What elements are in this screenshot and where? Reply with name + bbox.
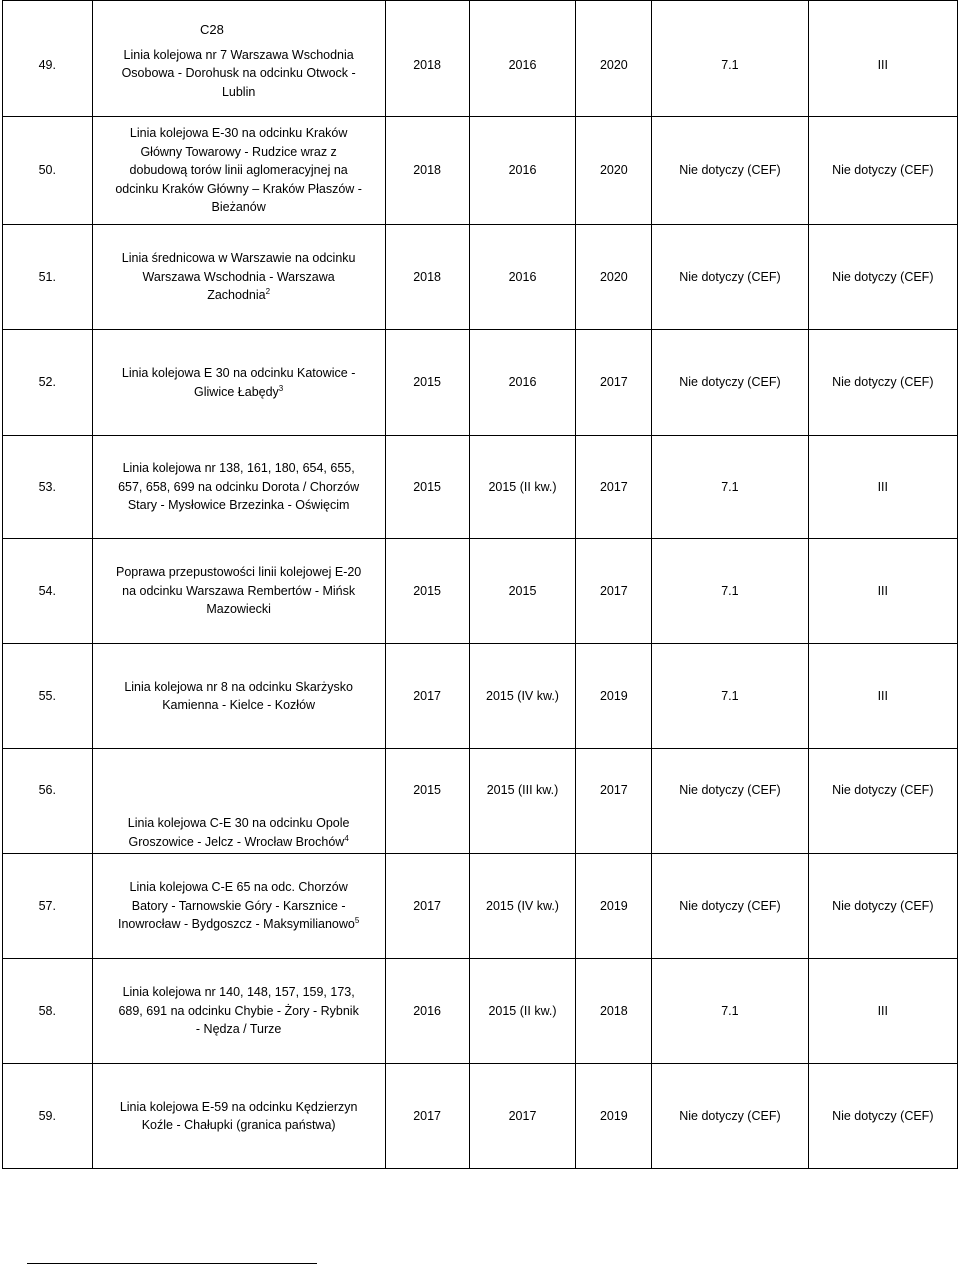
measure: Nie dotyczy (CEF) [652,749,808,854]
measure: Nie dotyczy (CEF) [652,225,808,330]
year-1: 2015 [385,436,469,539]
measure: 7.1 [652,644,808,749]
measure: 7.1 [652,539,808,644]
project-name: Linia kolejowa nr 7 Warszawa Wschodnia Osobowa - Dorohusk na odcinku Otwock - Lublin [92,1,385,117]
project-name: Linia kolejowa C-E 30 na odcinku Opole Groszowice - Jelcz - Wrocław Brochów$^4$ [92,749,385,854]
row-number: 55. [3,644,93,749]
year-2: 2016 [469,117,576,225]
table-row [3,436,958,539]
row-number: 54. [3,539,93,644]
row-number: 59. [3,1064,93,1169]
year-2: 2016 [469,330,576,436]
year-1: 2015 [385,539,469,644]
row-number: 52. [3,330,93,436]
year-3: 2017 [576,436,652,539]
year-1: 2018 [385,117,469,225]
table-row [3,539,958,644]
priority: Nie dotyczy (CEF) [808,330,957,436]
footnote-separator [27,1263,317,1264]
priority: III [808,959,957,1064]
year-1: 2018 [385,1,469,117]
year-1: 2016 [385,959,469,1064]
year-3: 2018 [576,959,652,1064]
measure: 7.1 [652,959,808,1064]
row-number: 56. [3,749,93,854]
measure: 7.1 [652,436,808,539]
year-3: 2017 [576,539,652,644]
table-row [3,959,958,1064]
table-row [3,225,958,330]
row-number: 58. [3,959,93,1064]
row-number: 49. [3,1,93,117]
year-2: 2015 (IV kw.) [469,854,576,959]
table-row [3,644,958,749]
table-row [3,749,958,854]
row-number: 53. [3,436,93,539]
priority: Nie dotyczy (CEF) [808,1064,957,1169]
row-number: 51. [3,225,93,330]
row-number: 57. [3,854,93,959]
year-1: 2015 [385,330,469,436]
year-2: 2015 (II kw.) [469,436,576,539]
project-name: Linia kolejowa nr 140, 148, 157, 159, 173, 689, 691 na odcinku Chybie - Żory - Rybnik - Nędza / Turze [92,959,385,1064]
year-3: 2019 [576,854,652,959]
table-row [3,1,958,117]
table-row [3,117,958,225]
year-2: 2016 [469,225,576,330]
year-3: 2019 [576,644,652,749]
priority: III [808,1,957,117]
year-2: 2015 (II kw.) [469,959,576,1064]
year-2: 2015 [469,539,576,644]
year-1: 2017 [385,1064,469,1169]
year-3: 2017 [576,749,652,854]
priority: III [808,644,957,749]
year-3: 2019 [576,1064,652,1169]
year-2: 2015 (III kw.) [469,749,576,854]
project-name: Linia średnicowa w Warszawie na odcinku Warszawa Wschodnia - Warszawa Zachodnia$^2$ [92,225,385,330]
priority: III [808,436,957,539]
year-3: 2020 [576,1,652,117]
table-row [3,330,958,436]
measure: 7.1 [652,1,808,117]
project-name: Linia kolejowa E 30 na odcinku Katowice - Gliwice Łabędy$^3$ [92,330,385,436]
projects-table [2,0,958,1169]
measure: Nie dotyczy (CEF) [652,1064,808,1169]
year-1: 2015 [385,749,469,854]
year-3: 2017 [576,330,652,436]
priority: Nie dotyczy (CEF) [808,854,957,959]
year-1: 2018 [385,225,469,330]
priority: Nie dotyczy (CEF) [808,117,957,225]
project-name: Linia kolejowa nr 8 na odcinku Skarżysko Kamienna - Kielce - Kozłów [92,644,385,749]
project-name: Linia kolejowa E-59 na odcinku Kędzierzyn Koźle - Chałupki (granica państwa) [92,1064,385,1169]
year-2: 2015 (IV kw.) [469,644,576,749]
priority: Nie dotyczy (CEF) [808,225,957,330]
year-1: 2017 [385,854,469,959]
page-code: C28 [200,22,224,37]
project-name: Linia kolejowa E-30 na odcinku Kraków Główny Towarowy - Rudzice wraz z dobudową torów linii aglomeracyjnej na odcinku Kraków Główny – Kraków Płaszów -Bieżanów [92,117,385,225]
year-2: 2016 [469,1,576,117]
table-row [3,854,958,959]
priority: Nie dotyczy (CEF) [808,749,957,854]
project-name: Linia kolejowa nr 138, 161, 180, 654, 655, 657, 658, 699 na odcinku Dorota / Chorzów Stary - Mysłowice Brzezinka - Oświęcim [92,436,385,539]
year-1: 2017 [385,644,469,749]
year-2: 2017 [469,1064,576,1169]
project-name: Linia kolejowa C-E 65 na odc. Chorzów Batory - Tarnowskie Góry - Karsznice - Inowrocław - Bydgoszcz - Maksymilianowo$^5$ [92,854,385,959]
table-row [3,1064,958,1169]
year-3: 2020 [576,117,652,225]
project-name: Poprawa przepustowości linii kolejowej E-20 na odcinku Warszawa Rembertów - Mińsk Mazowiecki [92,539,385,644]
measure: Nie dotyczy (CEF) [652,854,808,959]
measure: Nie dotyczy (CEF) [652,330,808,436]
priority: III [808,539,957,644]
measure: Nie dotyczy (CEF) [652,117,808,225]
row-number: 50. [3,117,93,225]
year-3: 2020 [576,225,652,330]
